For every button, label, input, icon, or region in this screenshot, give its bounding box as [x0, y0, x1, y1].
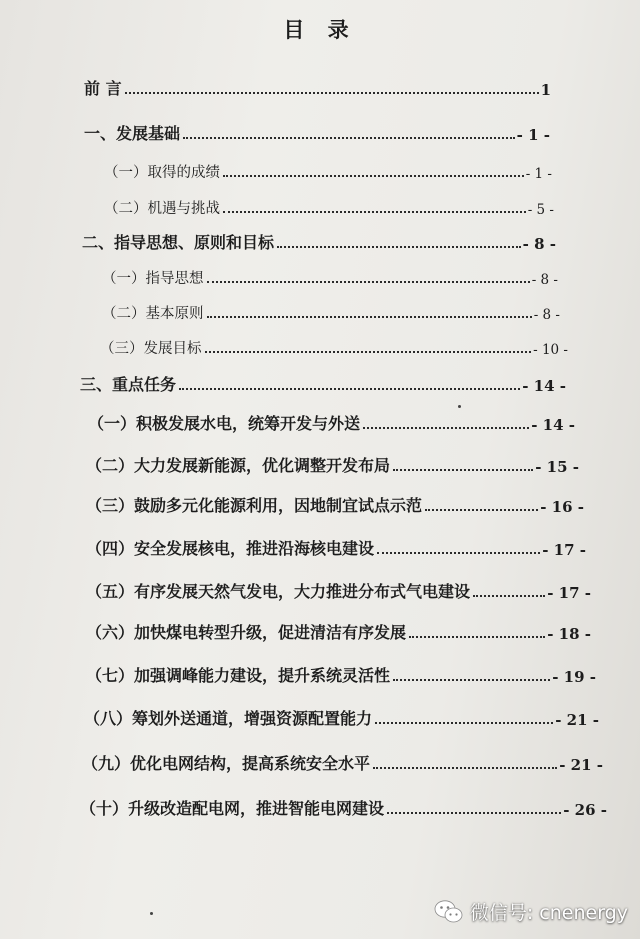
- toc-entry-label: （二）大力发展新能源，优化调整开发布局: [86, 456, 391, 475]
- dot-leader: [183, 137, 515, 139]
- dot-leader: [207, 281, 530, 283]
- page-title: 目 录: [283, 17, 357, 42]
- toc-entry-page: - 1 -: [516, 126, 550, 144]
- toc-entry-section-2-2[interactable]: [102, 297, 560, 323]
- watermark-text: 微信号: cnenergy: [469, 902, 628, 924]
- dot-leader: [373, 767, 557, 769]
- toc-entry-section-2[interactable]: [82, 227, 556, 253]
- toc-entry-section-1-1[interactable]: [104, 156, 552, 182]
- toc-entry-label: （一）取得的成绩: [104, 165, 220, 181]
- paper-speck: [150, 912, 153, 915]
- toc-entry-page: - 5 -: [527, 202, 554, 218]
- toc-entry-label: （五）有序发展天然气发电，大力推进分布式气电建设: [86, 582, 471, 601]
- toc-entry-label: （九）优化电网结构，提高系统安全水平: [82, 754, 371, 773]
- toc-entry-label: 前 言: [84, 79, 122, 98]
- dot-leader: [375, 722, 553, 724]
- toc-entry-page: - 15 -: [535, 458, 579, 476]
- toc-entry-section-2-3[interactable]: [100, 332, 568, 358]
- toc-entry-section-3-3[interactable]: [86, 490, 584, 516]
- toc-entry-page: - 1 -: [525, 166, 552, 182]
- toc-entry-page: - 19 -: [552, 668, 596, 686]
- toc-entry-page: - 14 -: [522, 377, 566, 395]
- dot-leader: [409, 636, 545, 638]
- toc-entry-page: - 26 -: [563, 801, 607, 819]
- toc-entry-section-3-9[interactable]: [82, 748, 603, 774]
- toc-entry-section-3-1[interactable]: [88, 408, 575, 434]
- toc-entry-page: - 8 -: [533, 307, 560, 323]
- dot-leader: [277, 246, 521, 248]
- toc-entry-page: - 14 -: [531, 416, 575, 434]
- toc-entry-label: 二、指导思想、原则和目标: [82, 233, 275, 252]
- toc-entry-label: （六）加快煤电转型升级，促进清洁有序发展: [86, 623, 407, 642]
- toc-entry-label: （八）筹划外送通道，增强资源配置能力: [84, 709, 373, 728]
- toc-entry-page: - 18 -: [547, 625, 591, 643]
- toc-entry-page: - 16 -: [540, 498, 584, 516]
- toc-entry-label: （一）积极发展水电，统筹开发与外送: [88, 414, 361, 433]
- toc-entry-section-3-8[interactable]: [84, 703, 599, 729]
- toc-entry-page: - 21 -: [559, 756, 603, 774]
- toc-entry-preface[interactable]: [84, 73, 551, 99]
- toc-entry-label: （二）基本原则: [102, 306, 204, 322]
- toc-entry-label: （七）加强调峰能力建设，提升系统灵活性: [86, 666, 391, 685]
- watermark: [434, 898, 628, 925]
- toc-entry-label: （四）安全发展核电，推进沿海核电建设: [86, 539, 375, 558]
- toc-entry-section-3-2[interactable]: [86, 450, 579, 476]
- toc-entry-label: 一、发展基础: [84, 124, 181, 143]
- dot-leader: [223, 211, 526, 213]
- paper-speck: [458, 405, 461, 408]
- toc-entry-section-3-7[interactable]: [86, 660, 596, 686]
- toc-entry-section-1-2[interactable]: [104, 192, 554, 218]
- toc-entry-page: - 17 -: [542, 541, 586, 559]
- toc-entry-page: - 10 -: [533, 342, 568, 358]
- toc-entry-label: （一）指导思想: [102, 271, 204, 287]
- toc-entry-section-3-10[interactable]: [80, 793, 607, 819]
- dot-leader: [377, 552, 540, 554]
- dot-leader: [473, 595, 545, 597]
- toc-entry-page: - 8 -: [522, 235, 556, 253]
- toc-entry-label: 三、重点任务: [80, 375, 177, 394]
- toc-entry-page: 1: [540, 81, 551, 99]
- toc-entry-section-3-5[interactable]: [86, 576, 591, 602]
- toc-entry-section-3[interactable]: [80, 369, 566, 395]
- toc-entry-section-1[interactable]: [84, 118, 550, 144]
- dot-leader: [207, 316, 532, 318]
- toc-entry-page: - 17 -: [547, 584, 591, 602]
- dot-leader: [125, 92, 539, 94]
- toc-entry-section-3-6[interactable]: [86, 617, 591, 643]
- toc-entry-page: - 21 -: [555, 711, 599, 729]
- wechat-icon: [434, 899, 464, 925]
- dot-leader: [205, 351, 532, 353]
- toc-entry-page: - 8 -: [531, 272, 558, 288]
- dot-leader: [363, 427, 529, 429]
- toc-entry-section-2-1[interactable]: [102, 262, 558, 288]
- dot-leader: [387, 812, 561, 814]
- dot-leader: [223, 175, 524, 177]
- toc-entry-label: （三）鼓励多元化能源利用，因地制宜试点示范: [86, 496, 423, 515]
- toc-entry-label: （十）升级改造配电网，推进智能电网建设: [80, 799, 385, 818]
- toc-entry-label: （二）机遇与挑战: [104, 201, 220, 217]
- dot-leader: [393, 679, 550, 681]
- dot-leader: [425, 509, 538, 511]
- dot-leader: [179, 388, 520, 390]
- toc-entry-label: （三）发展目标: [100, 341, 202, 357]
- toc-entry-section-3-4[interactable]: [86, 533, 586, 559]
- dot-leader: [393, 469, 533, 471]
